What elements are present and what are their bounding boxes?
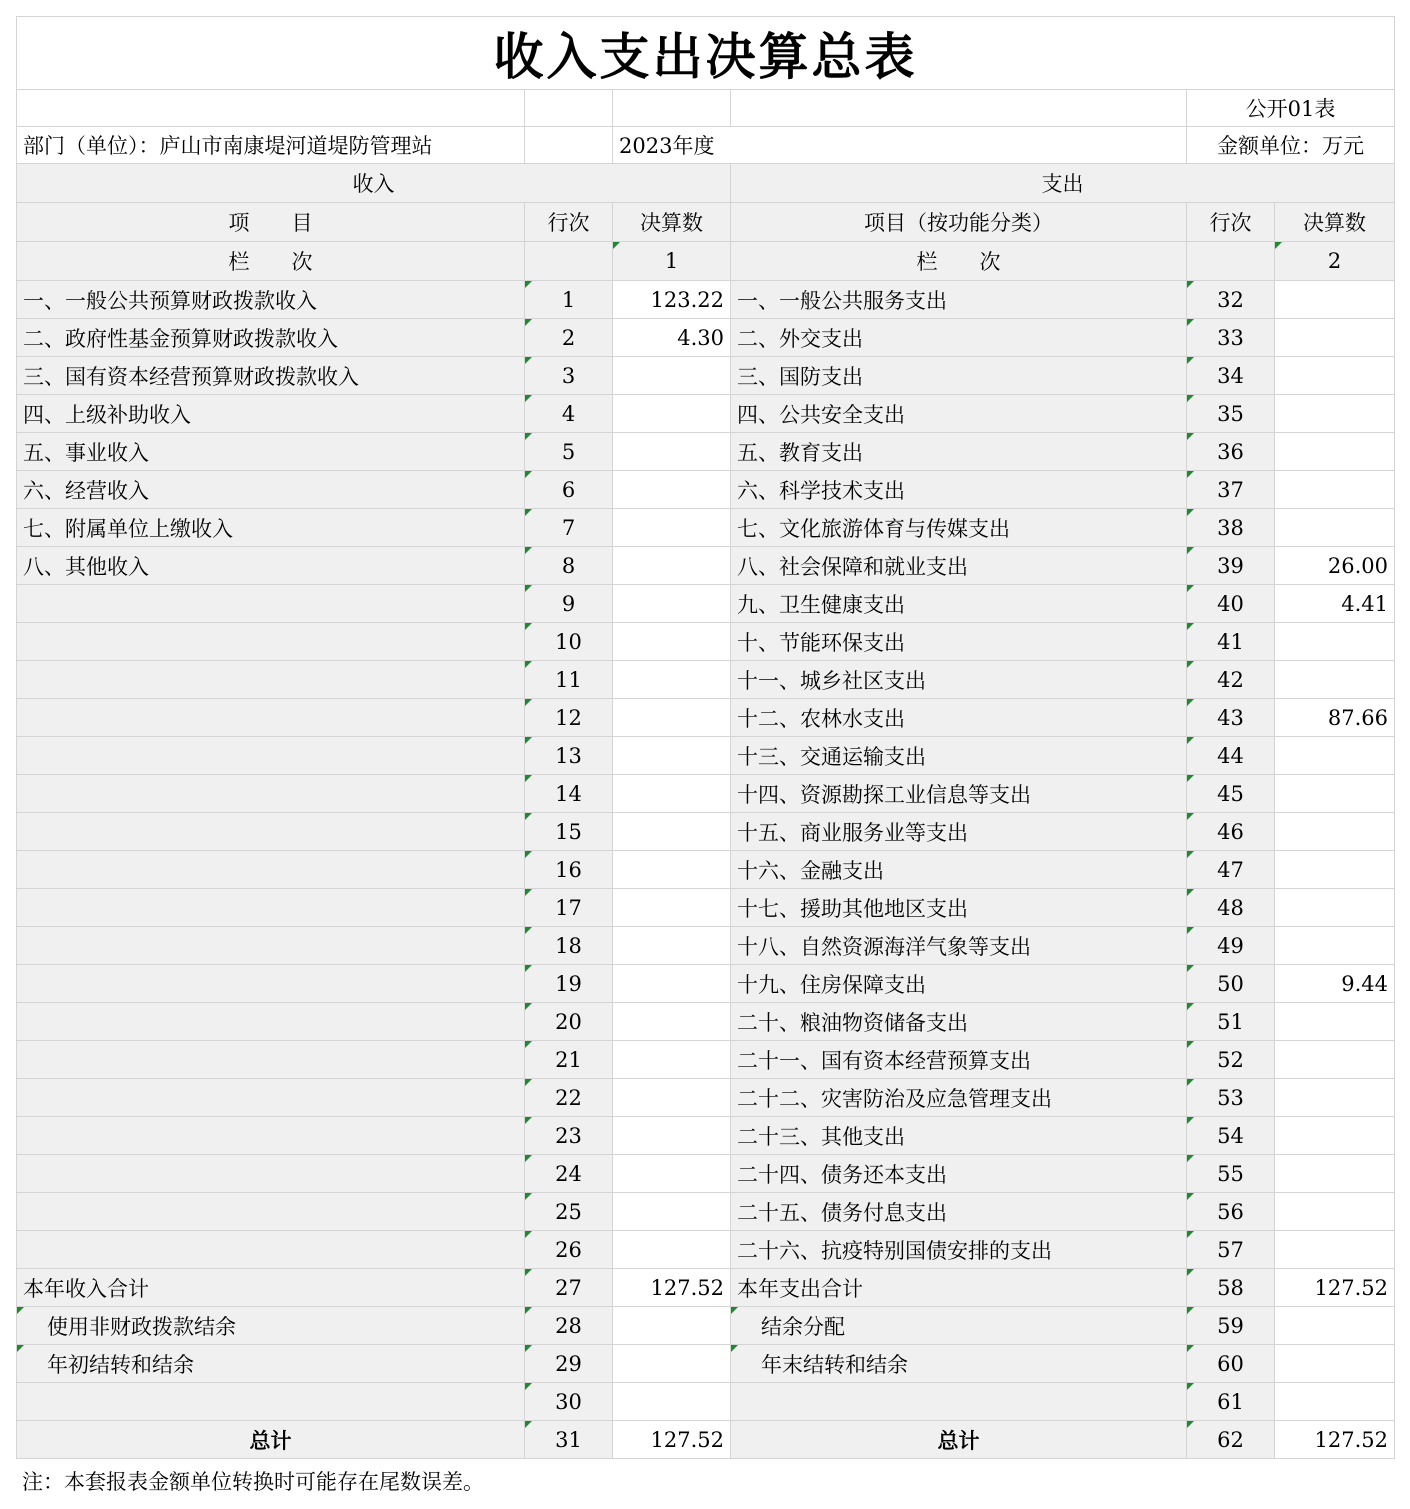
budget-table bbox=[16, 16, 1395, 1459]
table-row bbox=[17, 927, 1395, 965]
expense-item: 二十三、其他支出 bbox=[731, 1117, 1187, 1155]
expense-item: 十八、自然资源海洋气象等支出 bbox=[731, 927, 1187, 965]
table-row bbox=[17, 1041, 1395, 1079]
table-row bbox=[17, 281, 1395, 319]
income-line-number: 24 bbox=[525, 1155, 613, 1193]
expense-item: 二十四、债务还本支出 bbox=[731, 1155, 1187, 1193]
income-amount bbox=[613, 1193, 731, 1231]
income-item: 六、经营收入 bbox=[17, 471, 525, 509]
expense-item: 十一、城乡社区支出 bbox=[731, 661, 1187, 699]
income-line-number: 26 bbox=[525, 1231, 613, 1269]
expense-amount bbox=[1275, 851, 1395, 889]
income-line-number: 23 bbox=[525, 1117, 613, 1155]
table-row bbox=[17, 699, 1395, 737]
expense-item: 十九、住房保障支出 bbox=[731, 965, 1187, 1003]
expense-item: 二十五、债务付息支出 bbox=[731, 1193, 1187, 1231]
income-line-number: 25 bbox=[525, 1193, 613, 1231]
expense-line-number: 52 bbox=[1187, 1041, 1275, 1079]
income-amount bbox=[613, 395, 731, 433]
income-item: 本年收入合计 bbox=[17, 1269, 525, 1307]
table-row bbox=[17, 737, 1395, 775]
income-item bbox=[17, 623, 525, 661]
income-line-number: 10 bbox=[525, 623, 613, 661]
table-row bbox=[17, 775, 1395, 813]
income-line-number: 31 bbox=[525, 1421, 613, 1459]
expense-amount bbox=[1275, 927, 1395, 965]
income-line-number: 15 bbox=[525, 813, 613, 851]
expense-line-number: 43 bbox=[1187, 699, 1275, 737]
income-amount bbox=[613, 1231, 731, 1269]
income-item bbox=[17, 1117, 525, 1155]
income-line-number: 11 bbox=[525, 661, 613, 699]
income-amount bbox=[613, 1041, 731, 1079]
income-amount: 127.52 bbox=[613, 1421, 731, 1459]
expense-item: 八、社会保障和就业支出 bbox=[731, 547, 1187, 585]
table-row bbox=[17, 319, 1395, 357]
income-item bbox=[17, 737, 525, 775]
table-row bbox=[17, 395, 1395, 433]
expense-line-number: 47 bbox=[1187, 851, 1275, 889]
table-row bbox=[17, 509, 1395, 547]
expense-item: 二十二、灾害防治及应急管理支出 bbox=[731, 1079, 1187, 1117]
income-amount bbox=[613, 737, 731, 775]
expense-line-number: 41 bbox=[1187, 623, 1275, 661]
expense-column-label: 栏 次 bbox=[731, 242, 1187, 281]
expense-item: 七、文化旅游体育与传媒支出 bbox=[731, 509, 1187, 547]
income-amount bbox=[613, 1307, 731, 1345]
expense-line-number: 50 bbox=[1187, 965, 1275, 1003]
table-row bbox=[17, 585, 1395, 623]
expense-line-number: 51 bbox=[1187, 1003, 1275, 1041]
expense-line-number: 48 bbox=[1187, 889, 1275, 927]
income-item: 二、政府性基金预算财政拨款收入 bbox=[17, 319, 525, 357]
expense-item: 六、科学技术支出 bbox=[731, 471, 1187, 509]
expense-amount: 127.52 bbox=[1275, 1421, 1395, 1459]
expense-line-number: 49 bbox=[1187, 927, 1275, 965]
table-row bbox=[17, 1345, 1395, 1383]
expense-amount bbox=[1275, 1345, 1395, 1383]
expense-amount bbox=[1275, 433, 1395, 471]
expense-amount bbox=[1275, 737, 1395, 775]
expense-amount bbox=[1275, 357, 1395, 395]
income-item bbox=[17, 927, 525, 965]
expense-amount: 87.66 bbox=[1275, 699, 1395, 737]
table-row bbox=[17, 1307, 1395, 1345]
expense-amount: 9.44 bbox=[1275, 965, 1395, 1003]
income-line-number: 2 bbox=[525, 319, 613, 357]
income-line-number: 19 bbox=[525, 965, 613, 1003]
expense-item: 三、国防支出 bbox=[731, 357, 1187, 395]
form-number: 公开01表 bbox=[1187, 90, 1395, 127]
expense-item-header: 项目（按功能分类） bbox=[731, 203, 1187, 242]
income-item bbox=[17, 585, 525, 623]
expense-line-header: 行次 bbox=[1187, 203, 1275, 242]
expense-amount bbox=[1275, 661, 1395, 699]
total-row bbox=[17, 1421, 1395, 1459]
income-header: 收入 bbox=[17, 164, 731, 203]
expense-amount bbox=[1275, 1155, 1395, 1193]
table-row bbox=[17, 433, 1395, 471]
income-item bbox=[17, 1041, 525, 1079]
expense-column-number: 2 bbox=[1275, 242, 1395, 281]
income-line-number: 30 bbox=[525, 1383, 613, 1421]
expense-line-number: 36 bbox=[1187, 433, 1275, 471]
fiscal-year: 2023年度 bbox=[613, 127, 1187, 164]
expense-item: 十二、农林水支出 bbox=[731, 699, 1187, 737]
income-line-number: 21 bbox=[525, 1041, 613, 1079]
income-item: 总计 bbox=[17, 1421, 525, 1459]
expense-line-number: 58 bbox=[1187, 1269, 1275, 1307]
table-row bbox=[17, 851, 1395, 889]
expense-amount bbox=[1275, 1193, 1395, 1231]
expense-amount bbox=[1275, 889, 1395, 927]
table-row bbox=[17, 471, 1395, 509]
expense-item: 年末结转和结余 bbox=[731, 1345, 1187, 1383]
income-amount bbox=[613, 775, 731, 813]
table-row bbox=[17, 547, 1395, 585]
income-amount bbox=[613, 585, 731, 623]
page-title: 收入支出决算总表 bbox=[17, 17, 1395, 90]
expense-item: 十五、商业服务业等支出 bbox=[731, 813, 1187, 851]
income-amount bbox=[613, 1117, 731, 1155]
expense-line-number: 56 bbox=[1187, 1193, 1275, 1231]
income-line-number: 17 bbox=[525, 889, 613, 927]
expense-line-number: 34 bbox=[1187, 357, 1275, 395]
income-line-number: 5 bbox=[525, 433, 613, 471]
income-amount: 127.52 bbox=[613, 1269, 731, 1307]
income-line-number: 14 bbox=[525, 775, 613, 813]
income-amount bbox=[613, 1003, 731, 1041]
income-line-number: 8 bbox=[525, 547, 613, 585]
expense-item: 十六、金融支出 bbox=[731, 851, 1187, 889]
income-item: 八、其他收入 bbox=[17, 547, 525, 585]
expense-line-number: 35 bbox=[1187, 395, 1275, 433]
table-row bbox=[17, 1155, 1395, 1193]
income-amount bbox=[613, 623, 731, 661]
income-item: 四、上级补助收入 bbox=[17, 395, 525, 433]
income-item bbox=[17, 1155, 525, 1193]
income-column-number: 1 bbox=[613, 242, 731, 281]
income-item bbox=[17, 699, 525, 737]
income-item bbox=[17, 851, 525, 889]
expense-line-number: 61 bbox=[1187, 1383, 1275, 1421]
table-row bbox=[17, 661, 1395, 699]
income-line-number: 29 bbox=[525, 1345, 613, 1383]
expense-item: 二、外交支出 bbox=[731, 319, 1187, 357]
income-amount bbox=[613, 509, 731, 547]
expense-amount-header: 决算数 bbox=[1275, 203, 1395, 242]
table-row bbox=[17, 965, 1395, 1003]
income-amount bbox=[613, 1155, 731, 1193]
income-amount bbox=[613, 1345, 731, 1383]
income-item bbox=[17, 1003, 525, 1041]
expense-line-number: 33 bbox=[1187, 319, 1275, 357]
income-item: 使用非财政拨款结余 bbox=[17, 1307, 525, 1345]
income-amount bbox=[613, 851, 731, 889]
expense-item: 十、节能环保支出 bbox=[731, 623, 1187, 661]
table-row bbox=[17, 1269, 1395, 1307]
income-line-number: 1 bbox=[525, 281, 613, 319]
income-amount bbox=[613, 1079, 731, 1117]
income-line-header: 行次 bbox=[525, 203, 613, 242]
expense-amount bbox=[1275, 1041, 1395, 1079]
expense-amount bbox=[1275, 1003, 1395, 1041]
income-column-label: 栏 次 bbox=[17, 242, 525, 281]
table-row bbox=[17, 1231, 1395, 1269]
expense-amount bbox=[1275, 471, 1395, 509]
expense-amount bbox=[1275, 319, 1395, 357]
expense-header: 支出 bbox=[731, 164, 1395, 203]
income-line-number: 9 bbox=[525, 585, 613, 623]
income-line-number: 16 bbox=[525, 851, 613, 889]
expense-item: 二十一、国有资本经营预算支出 bbox=[731, 1041, 1187, 1079]
expense-item: 本年支出合计 bbox=[731, 1269, 1187, 1307]
income-amount bbox=[613, 357, 731, 395]
income-amount bbox=[613, 547, 731, 585]
income-item: 年初结转和结余 bbox=[17, 1345, 525, 1383]
expense-item: 五、教育支出 bbox=[731, 433, 1187, 471]
expense-item: 一、一般公共服务支出 bbox=[731, 281, 1187, 319]
expense-amount bbox=[1275, 1307, 1395, 1345]
income-amount: 123.22 bbox=[613, 281, 731, 319]
income-amount bbox=[613, 699, 731, 737]
income-line-number: 6 bbox=[525, 471, 613, 509]
expense-amount bbox=[1275, 775, 1395, 813]
income-item: 七、附属单位上缴收入 bbox=[17, 509, 525, 547]
income-line-number: 13 bbox=[525, 737, 613, 775]
amount-unit: 金额单位：万元 bbox=[1187, 127, 1395, 164]
income-amount bbox=[613, 927, 731, 965]
income-item bbox=[17, 965, 525, 1003]
table-row bbox=[17, 1383, 1395, 1421]
income-item: 五、事业收入 bbox=[17, 433, 525, 471]
table-row bbox=[17, 1003, 1395, 1041]
expense-amount bbox=[1275, 813, 1395, 851]
expense-line-number: 55 bbox=[1187, 1155, 1275, 1193]
table-row bbox=[17, 813, 1395, 851]
expense-line-number: 53 bbox=[1187, 1079, 1275, 1117]
expense-item bbox=[731, 1383, 1187, 1421]
expense-amount: 26.00 bbox=[1275, 547, 1395, 585]
expense-line-number: 37 bbox=[1187, 471, 1275, 509]
income-item-header: 项 目 bbox=[17, 203, 525, 242]
expense-amount bbox=[1275, 1117, 1395, 1155]
table-row bbox=[17, 1079, 1395, 1117]
income-line-number: 18 bbox=[525, 927, 613, 965]
table-row bbox=[17, 1193, 1395, 1231]
expense-line-number: 44 bbox=[1187, 737, 1275, 775]
table-row bbox=[17, 623, 1395, 661]
expense-line-number: 60 bbox=[1187, 1345, 1275, 1383]
expense-line-number: 40 bbox=[1187, 585, 1275, 623]
income-item bbox=[17, 889, 525, 927]
income-amount bbox=[613, 889, 731, 927]
expense-item: 总计 bbox=[731, 1421, 1187, 1459]
expense-item: 十四、资源勘探工业信息等支出 bbox=[731, 775, 1187, 813]
expense-line-number: 42 bbox=[1187, 661, 1275, 699]
income-line-number: 27 bbox=[525, 1269, 613, 1307]
income-item bbox=[17, 1231, 525, 1269]
expense-line-number: 62 bbox=[1187, 1421, 1275, 1459]
expense-amount bbox=[1275, 1231, 1395, 1269]
income-amount bbox=[613, 433, 731, 471]
income-line-number: 3 bbox=[525, 357, 613, 395]
expense-amount bbox=[1275, 1079, 1395, 1117]
income-amount bbox=[613, 813, 731, 851]
expense-amount bbox=[1275, 1383, 1395, 1421]
income-item bbox=[17, 775, 525, 813]
expense-item: 十三、交通运输支出 bbox=[731, 737, 1187, 775]
table-row bbox=[17, 889, 1395, 927]
income-item bbox=[17, 1193, 525, 1231]
expense-line-number: 59 bbox=[1187, 1307, 1275, 1345]
income-line-number: 20 bbox=[525, 1003, 613, 1041]
expense-amount bbox=[1275, 509, 1395, 547]
income-amount: 4.30 bbox=[613, 319, 731, 357]
income-line-number: 28 bbox=[525, 1307, 613, 1345]
department-label: 部门（单位）：庐山市南康堤河道堤防管理站 bbox=[17, 127, 525, 164]
income-item bbox=[17, 1079, 525, 1117]
income-amount bbox=[613, 661, 731, 699]
expense-amount bbox=[1275, 395, 1395, 433]
expense-amount: 127.52 bbox=[1275, 1269, 1395, 1307]
expense-item: 四、公共安全支出 bbox=[731, 395, 1187, 433]
income-item bbox=[17, 1383, 525, 1421]
income-line-number: 12 bbox=[525, 699, 613, 737]
expense-amount bbox=[1275, 623, 1395, 661]
income-item: 三、国有资本经营预算财政拨款收入 bbox=[17, 357, 525, 395]
expense-line-number: 32 bbox=[1187, 281, 1275, 319]
income-item bbox=[17, 813, 525, 851]
income-line-number: 4 bbox=[525, 395, 613, 433]
footnote: 注：本套报表金额单位转换时可能存在尾数误差。 bbox=[22, 1470, 484, 1494]
income-line-number: 22 bbox=[525, 1079, 613, 1117]
expense-line-number: 39 bbox=[1187, 547, 1275, 585]
table-row bbox=[17, 1117, 1395, 1155]
expense-item: 二十六、抗疫特别国债安排的支出 bbox=[731, 1231, 1187, 1269]
expense-line-number: 45 bbox=[1187, 775, 1275, 813]
expense-line-number: 57 bbox=[1187, 1231, 1275, 1269]
table-row bbox=[17, 357, 1395, 395]
expense-line-number: 46 bbox=[1187, 813, 1275, 851]
expense-item: 结余分配 bbox=[731, 1307, 1187, 1345]
expense-item: 九、卫生健康支出 bbox=[731, 585, 1187, 623]
income-amount bbox=[613, 1383, 731, 1421]
expense-amount bbox=[1275, 281, 1395, 319]
income-item: 一、一般公共预算财政拨款收入 bbox=[17, 281, 525, 319]
income-item bbox=[17, 661, 525, 699]
expense-line-number: 54 bbox=[1187, 1117, 1275, 1155]
income-amount-header: 决算数 bbox=[613, 203, 731, 242]
expense-amount: 4.41 bbox=[1275, 585, 1395, 623]
income-amount bbox=[613, 471, 731, 509]
expense-line-number: 38 bbox=[1187, 509, 1275, 547]
expense-item: 十七、援助其他地区支出 bbox=[731, 889, 1187, 927]
income-line-number: 7 bbox=[525, 509, 613, 547]
income-amount bbox=[613, 965, 731, 1003]
expense-item: 二十、粮油物资储备支出 bbox=[731, 1003, 1187, 1041]
